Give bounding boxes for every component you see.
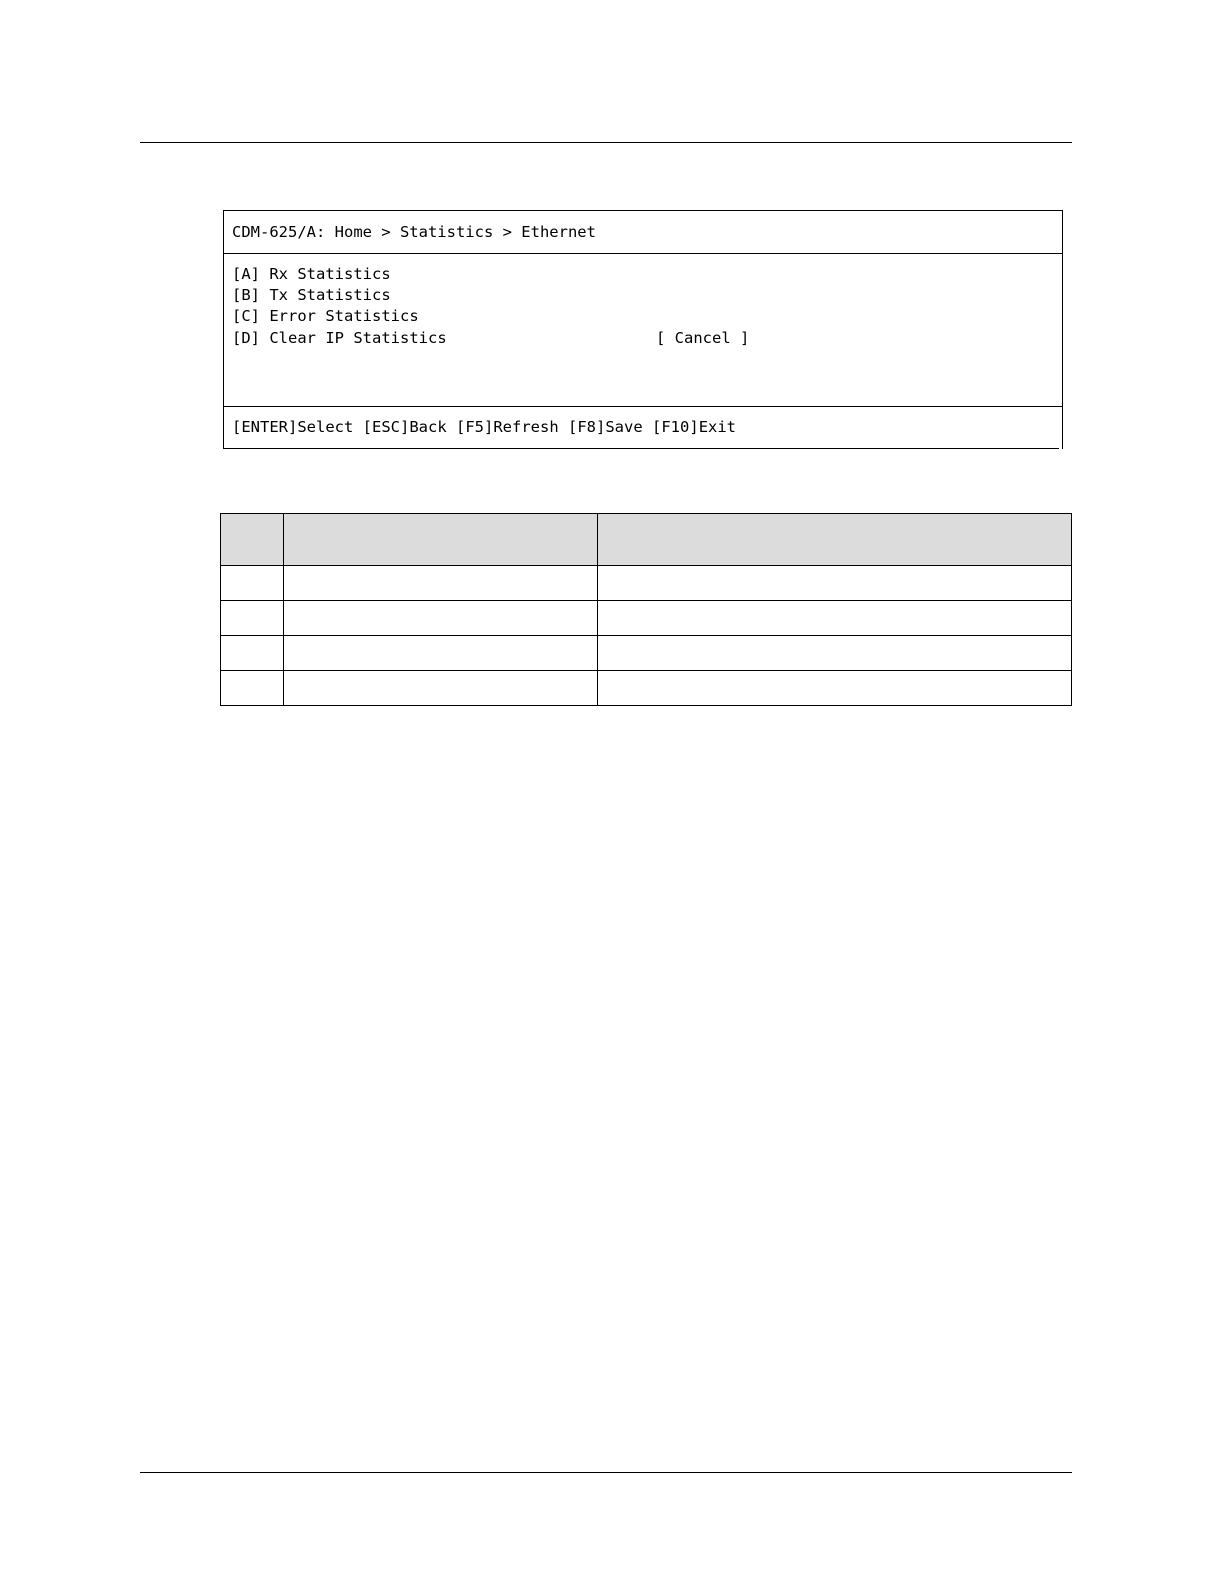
menu-item-clear-ip-statistics[interactable] (232, 329, 447, 347)
table-cell (284, 636, 598, 671)
menu-label: Tx Statistics (269, 286, 391, 304)
menu-label: Clear IP Statistics (269, 329, 447, 347)
table-cell (221, 566, 284, 601)
table-cell (221, 636, 284, 671)
terminal-bottom-border (223, 448, 1059, 449)
key-label: [F8] (568, 418, 606, 436)
breadcrumb: CDM-625/A: Home > Statistics > Ethernet (232, 223, 596, 241)
table-cell (284, 671, 598, 706)
table-cell (598, 636, 1072, 671)
key-action: Select (297, 418, 354, 436)
table-cell (598, 601, 1072, 636)
table-header-cell (284, 514, 598, 566)
table-row (221, 636, 1072, 671)
menu-item-error-statistics[interactable] (232, 307, 419, 325)
key-label: [F10] (652, 418, 699, 436)
table-header-cell (598, 514, 1072, 566)
menu-item-tx-statistics[interactable] (232, 286, 391, 304)
table-cell (221, 671, 284, 706)
page-footer-rule (140, 1472, 1072, 1473)
menu-key: [C] (232, 307, 260, 325)
menu-label: Error Statistics (269, 307, 419, 325)
table-row (221, 671, 1072, 706)
menu-description-table (220, 513, 1072, 706)
divider (224, 406, 1062, 407)
footer-f5-refresh[interactable] (456, 418, 559, 436)
table-cell (284, 566, 598, 601)
menu-key: [D] (232, 329, 260, 347)
table-cell (221, 601, 284, 636)
key-action: Refresh (493, 418, 559, 436)
footer-f10-exit[interactable] (652, 418, 736, 436)
menu-key: [A] (232, 265, 260, 283)
table-cell (284, 601, 598, 636)
menu-item-rx-statistics[interactable] (232, 265, 391, 283)
page-header-rule (140, 142, 1072, 143)
table-header-row (221, 514, 1072, 566)
key-action: Save (605, 418, 643, 436)
divider (224, 253, 1062, 254)
menu-label: Rx Statistics (269, 265, 391, 283)
key-label: [ENTER] (232, 418, 298, 436)
terminal-window (223, 210, 1063, 449)
footer-key-bar (232, 418, 736, 436)
menu-key: [B] (232, 286, 260, 304)
footer-f8-save[interactable] (568, 418, 643, 436)
key-action: Back (409, 418, 447, 436)
cancel-button[interactable]: [ Cancel ] (656, 329, 750, 347)
key-label: [ESC] (362, 418, 410, 436)
key-action: Exit (698, 418, 737, 436)
footer-esc-back[interactable] (363, 418, 447, 436)
footer-enter-select[interactable] (232, 418, 353, 436)
table-header-cell (221, 514, 284, 566)
table-cell (598, 566, 1072, 601)
key-label: [F5] (456, 418, 494, 436)
table-cell (598, 671, 1072, 706)
table-row (221, 601, 1072, 636)
table-row (221, 566, 1072, 601)
